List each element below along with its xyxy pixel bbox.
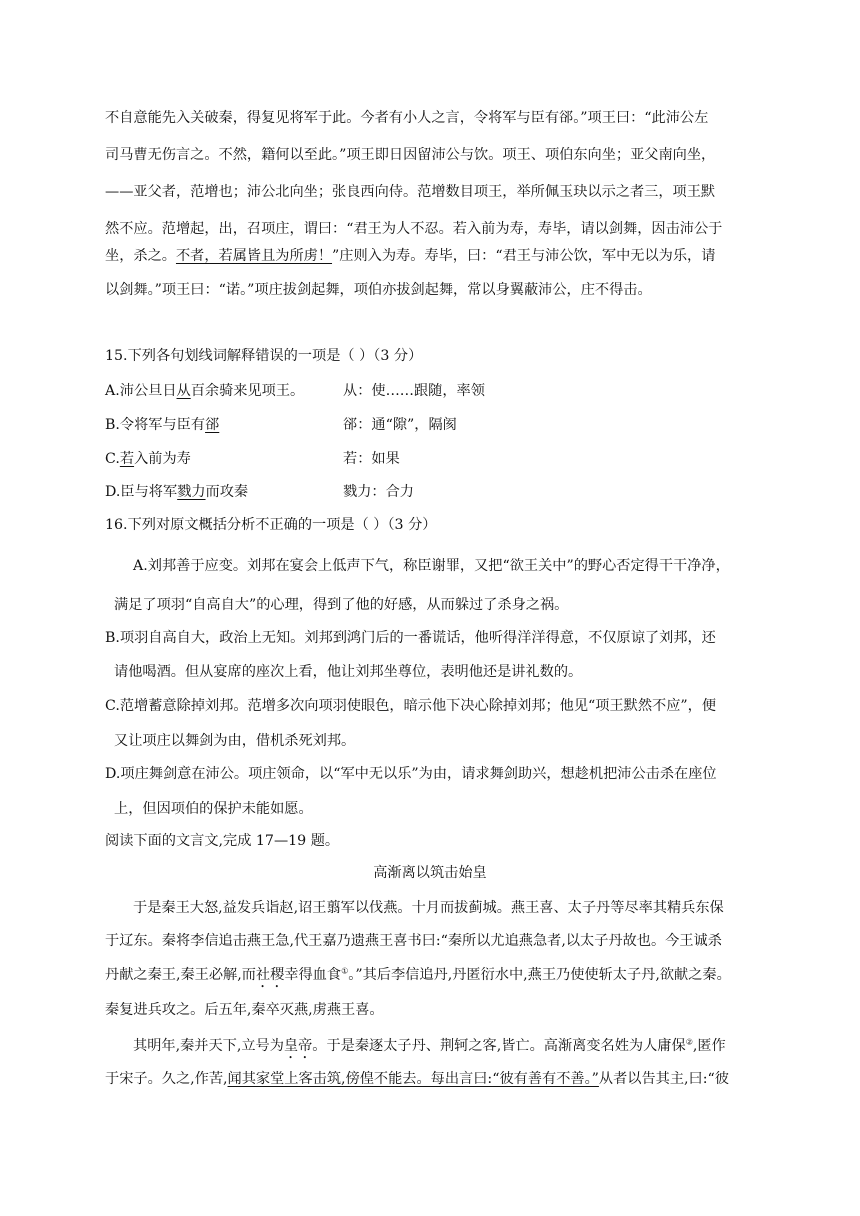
option-b: B.项羽自高自大，政治上无知。刘邦到鸿门后的一番谎话，他听得洋洋得意，不仅原谅了刘邦，还	[105, 630, 716, 646]
passage-line: 于辽东。秦将李信追击燕王急,代王嘉乃遗燕王喜书曰:“秦所以尤追燕急者,以太子丹故也。今王诚杀	[105, 933, 722, 949]
passage-line: 秦复进兵攻之。后五年,秦卒灭燕,虏燕王喜。	[105, 1002, 384, 1018]
passage-line: ——亚父者，范增也；沛公北向坐；张良西向侍。范增数目项王，举所佩玉玦以示之者三，项王默	[105, 184, 716, 200]
option-b-cont: 请他喝酒。但从宴席的座次上看，他让刘邦坐尊位，表明他还是讲礼数的。	[114, 664, 583, 680]
option-b-explanation: 郤：通“隙”，隔阂	[343, 417, 457, 433]
option-d-explanation: 戮力：合力	[343, 484, 414, 500]
option-a: A.刘邦善于应变。刘邦在宴会上低声下气，称臣谢罪，又把“欲王关中”的野心否定得干干净净，	[133, 558, 730, 574]
passage-line: 不自意能先入关破秦，得复见将军于此。今者有小人之言，令将军与臣有郤。”项王曰：“此沛公左	[105, 110, 709, 126]
passage-line: 以剑舞。”项王曰：“诺。”项庄拔剑起舞，项伯亦拔剑起舞，常以身翼蔽沛公，庄不得击。	[105, 282, 652, 298]
reading-instruction: 阅读下面的文言文,完成 17—19 题。	[105, 833, 340, 849]
option-c: C.范增蓄意除掉刘邦。范增多次向项羽使眼色，暗示他下决心除掉刘邦；他见“项王默然不应”，便	[105, 698, 717, 714]
option-a-explanation: 从：使……跟随，率领	[343, 383, 485, 399]
passage-title: 高渐离以筑击始皇	[373, 865, 487, 881]
option-c-cont: 又让项庄以舞剑为由，借机杀死刘邦。	[114, 733, 356, 749]
option-d: D.项庄舞剑意在沛公。项庄领命，以“军中无以乐”为由，请求舞剑助兴，想趁机把沛公击杀在座位	[105, 766, 717, 782]
footnote-marker: ①	[341, 966, 349, 976]
passage-line: 然不应。范增起，出，召项庄，谓曰：“君王为人不忍。若入前为寿，寿毕，请以剑舞，因击沛公于	[105, 221, 723, 237]
passage-line: 坐，杀之。不者，若属皆且为所虏！”庄则入为寿。寿毕，曰：“君王与沛公饮，军中无以为乐，请	[105, 248, 716, 264]
underlined-word: 郤	[205, 417, 220, 433]
dotted-word: 社稷	[255, 967, 285, 983]
option-b: B.令将军与臣有郤	[105, 417, 220, 433]
option-c: C.若入前为寿	[105, 451, 191, 467]
option-d: D.臣与将军戮力而攻秦	[105, 484, 249, 500]
question-stem: 16.下列对原文概括分析不正确的一项是（ ）（3 分）	[105, 517, 437, 533]
option-a-cont: 满足了项羽“自高自大”的心理，得到了他的好感，从而躲过了杀身之祸。	[114, 597, 569, 613]
underlined-word: 从	[176, 383, 191, 399]
passage-line: 司马曹无伤言之。不然，籍何以至此。”项王即日因留沛公与饮。项王、项伯东向坐；亚父南向坐，	[105, 147, 716, 163]
underlined-word: 戮力	[177, 484, 206, 500]
passage-line: 于是秦王大怒,益发兵诣赵,诏王翦军以伐燕。十月而拔蓟城。燕王喜、太子丹等尽率其精兵东保	[133, 900, 724, 916]
option-c-explanation: 若：如果	[343, 451, 400, 467]
footnote-marker: ②	[685, 1037, 693, 1047]
dotted-word: 皇帝	[283, 1038, 313, 1054]
passage-line: 丹献之秦王,秦王必解,而社稷幸得血食①。”其后李信追丹,丹匿衍水中,燕王乃使使斩太子丹,欲献之秦。	[105, 966, 731, 983]
option-a: A.沛公旦日从百余骑来见项王。	[105, 383, 305, 399]
passage-line: 于宋子。久之,作苦,闻其家堂上客击筑,傍偟不能去。每出言曰:“彼有善有不善。”从者以告其主,曰:“彼	[105, 1071, 729, 1087]
option-d-cont: 上，但因项伯的保护未能如愿。	[114, 801, 313, 817]
passage-line: 其明年,秦并天下,立号为皇帝。于是秦逐太子丹、荆轲之客,皆亡。高渐离变名姓为人庸保②,匿作	[133, 1037, 726, 1054]
underlined-word: 若	[119, 451, 135, 467]
question-stem: 15.下列各句划线词解释错误的一项是（ ）（3 分）	[105, 348, 423, 364]
underlined-sentence: 闻其家堂上客击筑,傍偟不能去。每出言曰:“彼有善有不善。”	[227, 1071, 599, 1087]
underlined-sentence: 不者，若属皆且为所虏！	[175, 248, 333, 264]
